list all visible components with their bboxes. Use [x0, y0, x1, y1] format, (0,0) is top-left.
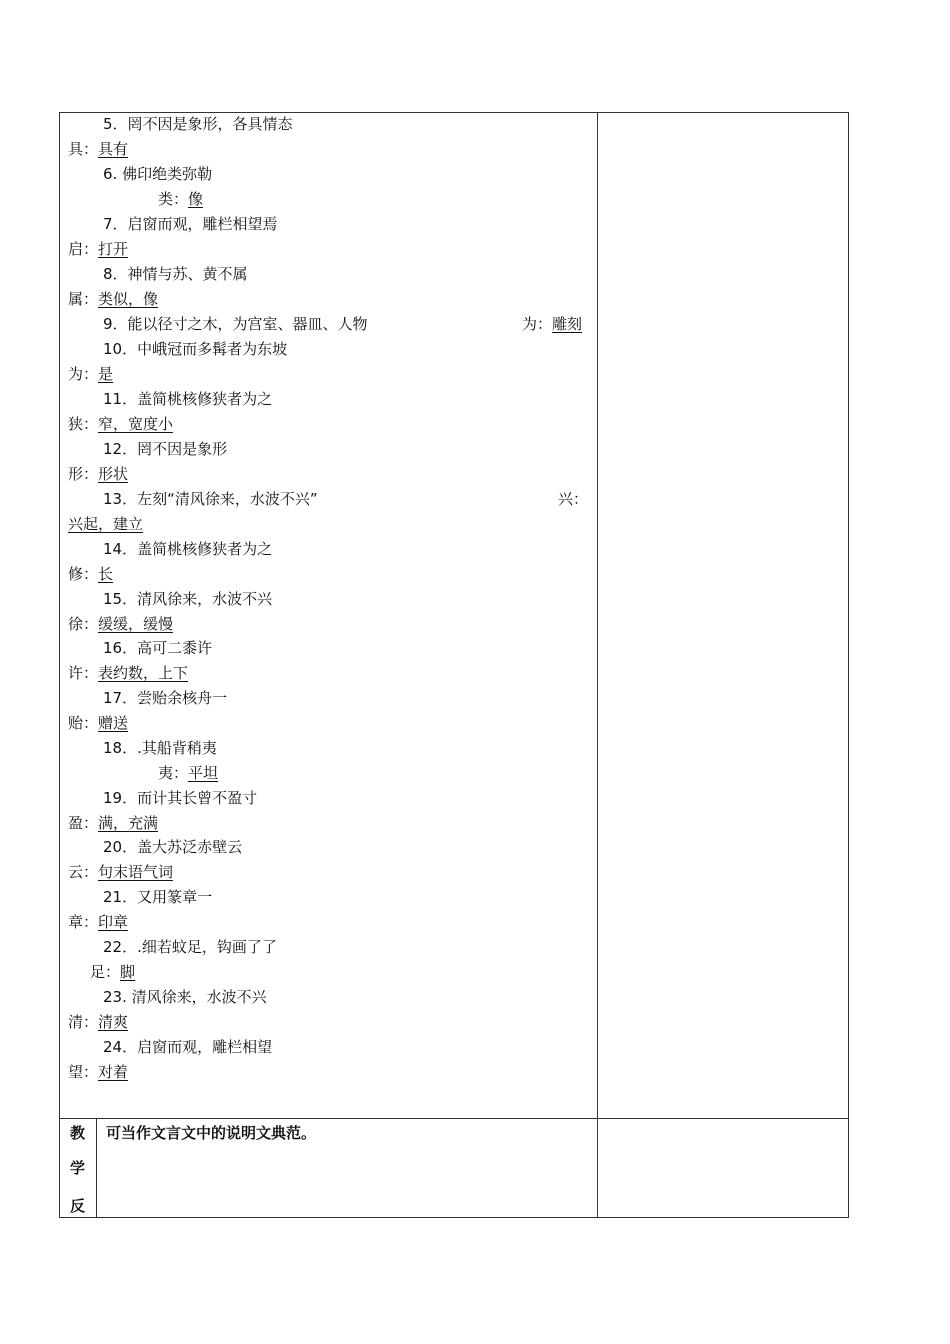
- answer-line: [68, 1062, 128, 1082]
- answer-key: 徐：: [68, 615, 99, 633]
- answer-meaning: 清爽: [98, 1013, 129, 1031]
- answer-line: [68, 414, 173, 434]
- answer-line: [68, 139, 128, 159]
- question-line: 5．罔不因是象形，各具情态: [103, 115, 293, 133]
- reflection-label-divider: [96, 1118, 97, 1218]
- answer-meaning: 像: [188, 190, 204, 208]
- answer-meaning: 类似，像: [98, 290, 159, 308]
- answer-key: 形：: [68, 465, 99, 483]
- answer-line: [68, 713, 128, 733]
- answer-line: [68, 663, 188, 683]
- answer-key: 兴：: [558, 490, 589, 508]
- answer-key: 云：: [68, 863, 99, 881]
- answer-key: 望：: [68, 1063, 99, 1081]
- answer-meaning: 印章: [98, 913, 129, 931]
- question-line: 24．启窗而观，雕栏相望: [103, 1038, 273, 1056]
- question-line: 17．尝贻余核舟一: [103, 689, 228, 707]
- question-line: 19．而计其长曾不盈寸: [103, 789, 258, 807]
- answer-meaning: 表约数，上下: [98, 664, 189, 682]
- question-line: 23. 清风徐来，水波不兴: [103, 988, 267, 1006]
- answer-line: [68, 289, 158, 309]
- table-column-divider: [597, 112, 598, 1218]
- question-line: 22．.细若蚊足，钩画了了: [103, 938, 277, 956]
- answer-line: [68, 564, 113, 584]
- question-line: 16．高可二黍许: [103, 639, 213, 657]
- answer-meaning: 缓缓，缓慢: [98, 615, 174, 633]
- answer-line: [68, 813, 158, 833]
- answer-meaning: 长: [98, 565, 114, 583]
- answer-meaning: 脚: [120, 963, 136, 981]
- question-line: 9．能以径寸之木，为宫室、器皿、人物: [103, 315, 368, 333]
- question-line: 11．盖简桃核修狭者为之: [103, 390, 273, 408]
- question-line: 20．盖大苏泛赤壁云: [103, 838, 243, 856]
- answer-line: [68, 1012, 128, 1032]
- question-line: 18．.其船背稍夷: [103, 739, 217, 757]
- answer-line: [68, 464, 128, 484]
- answer-key: 修：: [68, 565, 99, 583]
- reflection-label-char: 教: [70, 1124, 86, 1142]
- answer-line: [68, 364, 113, 384]
- answer-line: [158, 189, 203, 209]
- answer-line: [158, 763, 218, 783]
- answer-meaning: 雕刻: [552, 315, 583, 333]
- answer-key: 狭：: [68, 415, 99, 433]
- answer-key: 清：: [68, 1013, 99, 1031]
- answer-key: 足：: [90, 963, 121, 981]
- answer-line: [68, 862, 173, 882]
- question-line: 12．罔不因是象形: [103, 440, 228, 458]
- answer-meaning: 具有: [98, 140, 129, 158]
- answer-key: 夷：: [158, 764, 189, 782]
- answer-meaning: 对着: [98, 1063, 129, 1081]
- question-line: 21．又用篆章一: [103, 888, 213, 906]
- question-line: 6. 佛印绝类弥勒: [103, 165, 213, 183]
- answer-key: 为：: [522, 315, 553, 333]
- answer-meaning: 句末语气词: [98, 863, 174, 881]
- question-line: 13．左刻“清风徐来，水波不兴”: [103, 490, 318, 508]
- answer-key: 类：: [158, 190, 189, 208]
- answer-line: [68, 614, 173, 634]
- answer-meaning: 形状: [98, 465, 129, 483]
- answer-line: [68, 239, 128, 259]
- reflection-text: 可当作文言文中的说明文典范。: [106, 1124, 317, 1142]
- answer-meaning: 平坦: [188, 764, 219, 782]
- answer-line: [522, 314, 582, 334]
- answer-key: 盈：: [68, 814, 99, 832]
- table-row-divider: [59, 1118, 849, 1119]
- answer-meaning: 窄，宽度小: [98, 415, 174, 433]
- question-line: 14．盖简桃核修狭者为之: [103, 540, 273, 558]
- answer-line: [90, 962, 135, 982]
- answer-meaning: 打开: [98, 240, 129, 258]
- answer-key: 启：: [68, 240, 99, 258]
- question-line: 10．中峨冠而多髯者为东坡: [103, 340, 288, 358]
- answer-meaning: 满，充满: [98, 814, 159, 832]
- answer-meaning: 赠送: [98, 714, 129, 732]
- answer-key: 属：: [68, 290, 99, 308]
- reflection-label-char: 反: [70, 1197, 86, 1215]
- reflection-label-char: 学: [70, 1159, 86, 1177]
- answer-key: 为：: [68, 365, 99, 383]
- question-line: 7．启窗而观，雕栏相望焉: [103, 215, 278, 233]
- answer-key: 许：: [68, 664, 99, 682]
- answer-meaning: 是: [98, 365, 114, 383]
- answer-key: 贻：: [68, 714, 99, 732]
- answer-meaning: 兴起，建立: [68, 515, 144, 533]
- question-line: 8．神情与苏、黄不属: [103, 265, 248, 283]
- answer-key: 具：: [68, 140, 99, 158]
- answer-key: 章：: [68, 913, 99, 931]
- question-line: 15．清风徐来，水波不兴: [103, 590, 273, 608]
- answer-line: [68, 912, 128, 932]
